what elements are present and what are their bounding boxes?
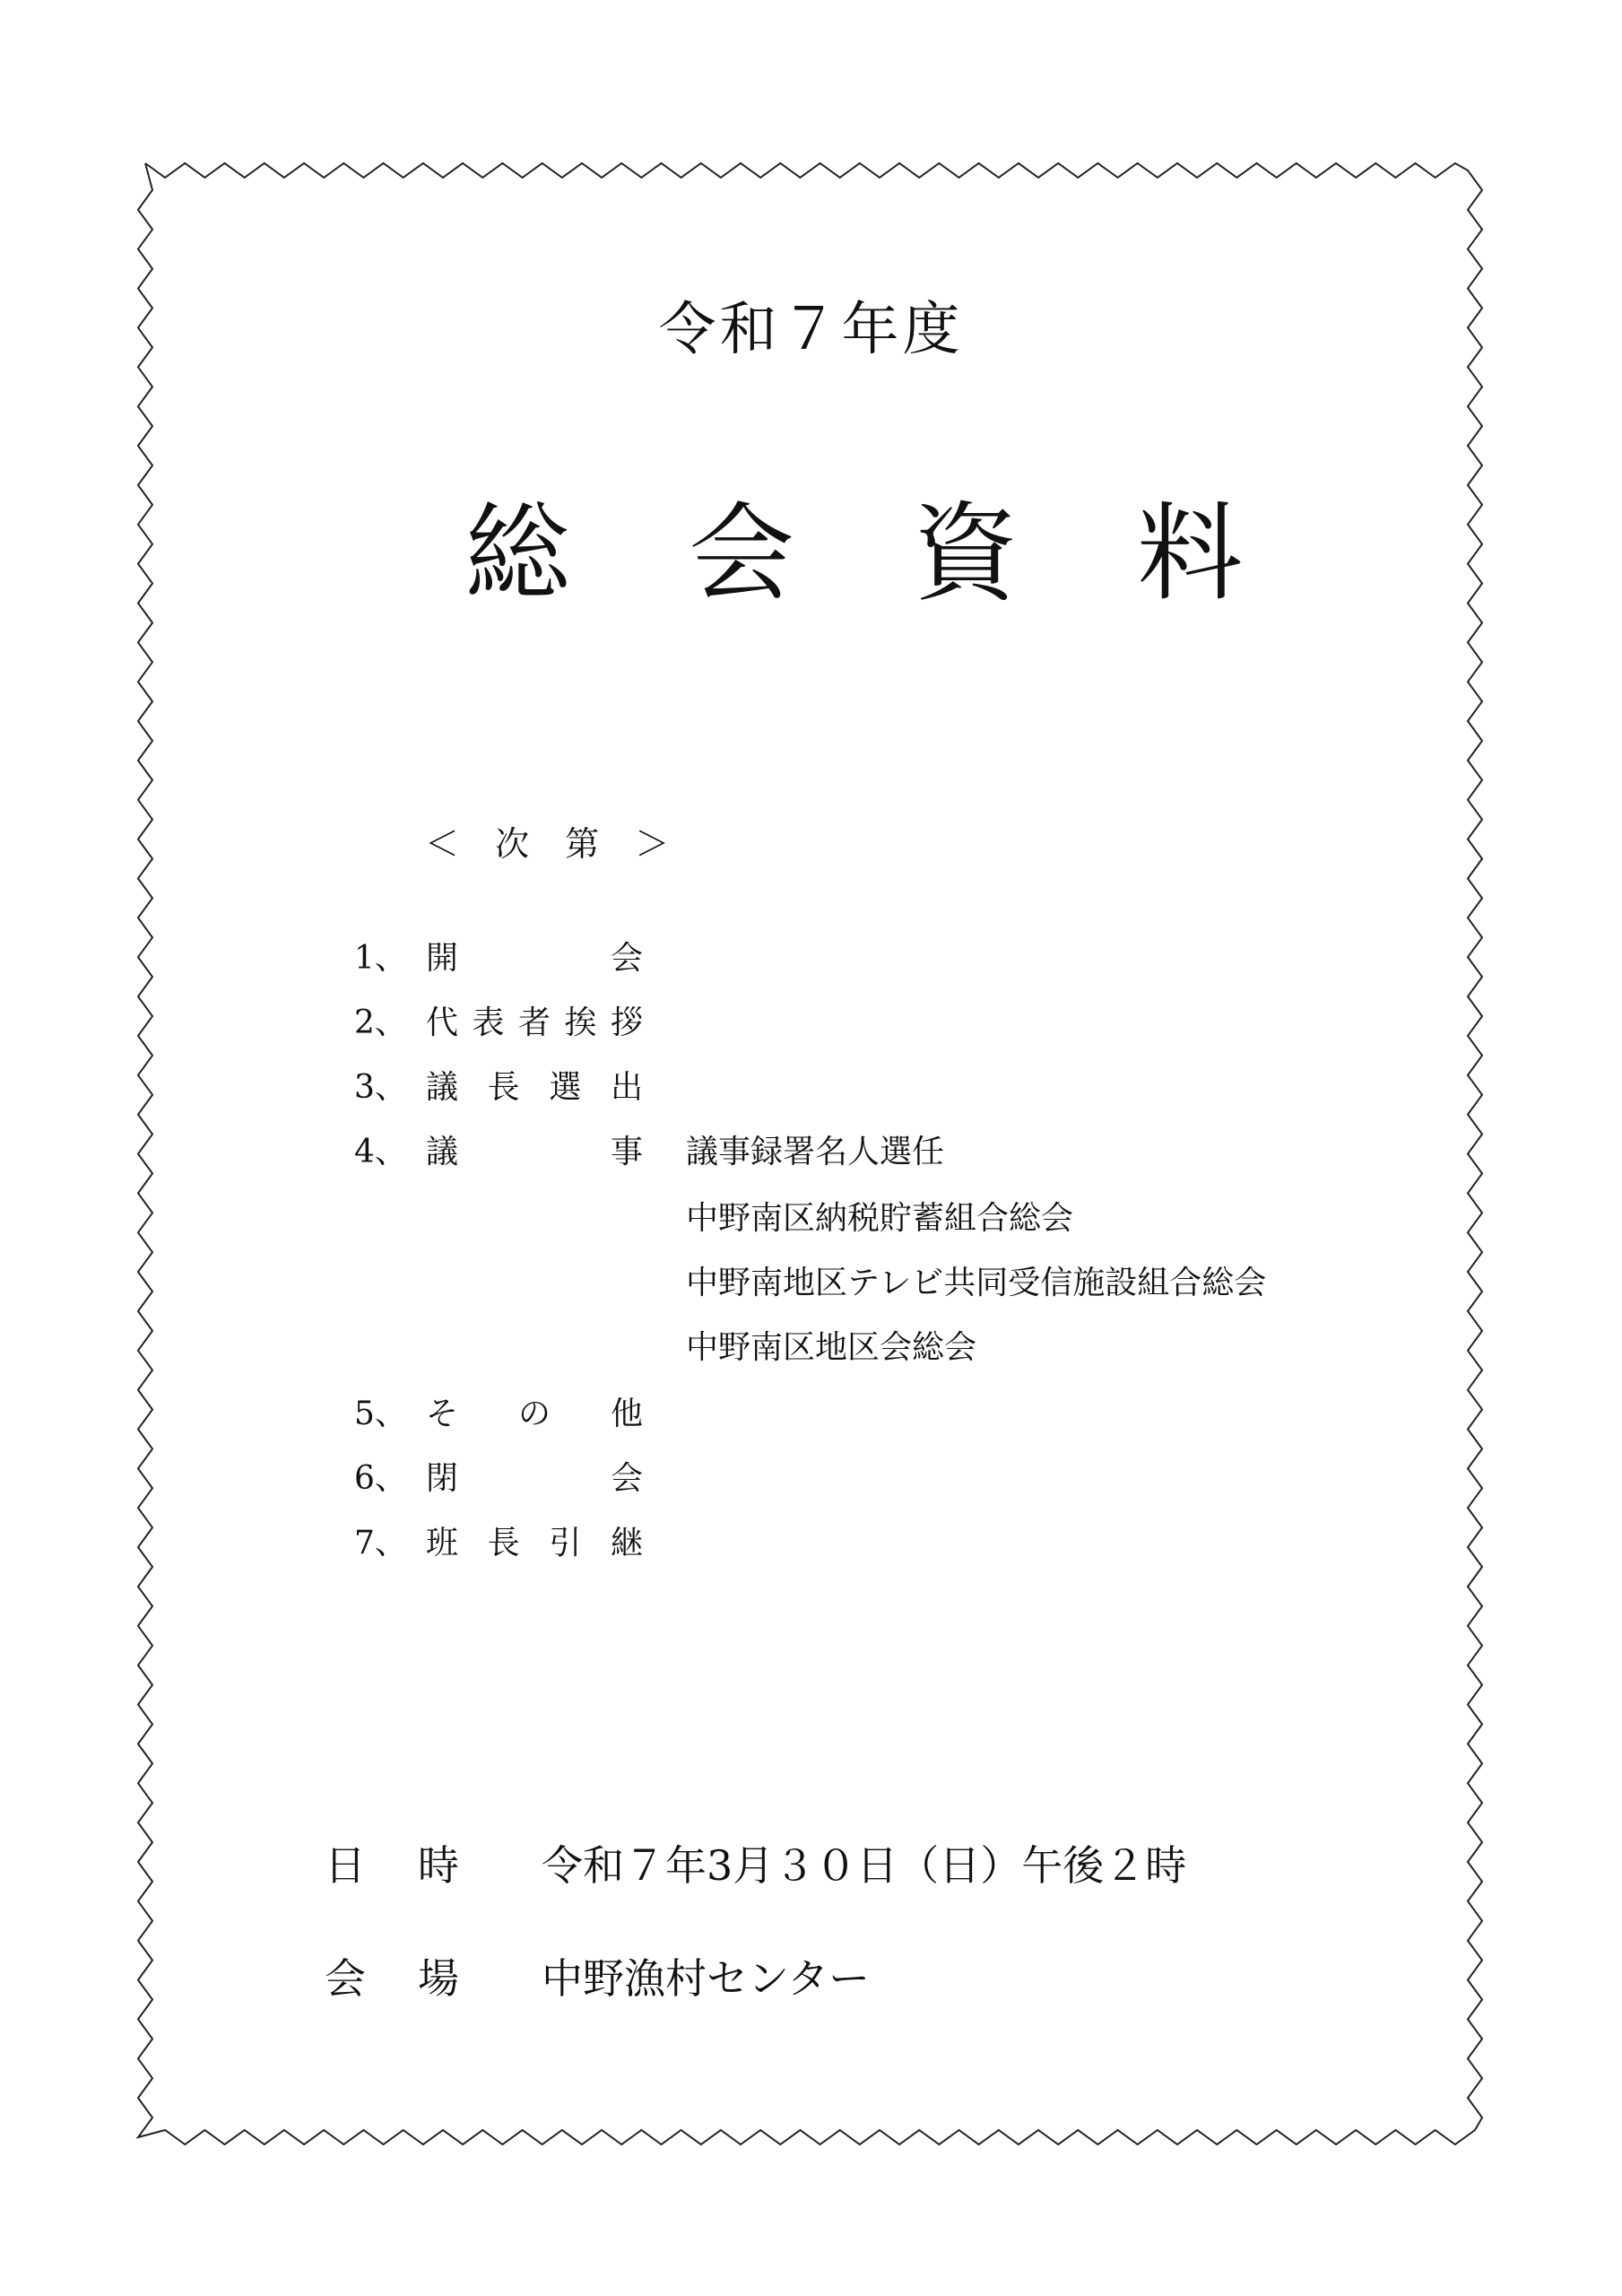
agenda-number: 7、 [354, 1525, 407, 1561]
venue-label: 会 場 [325, 1954, 459, 2003]
agenda-label: 閉 会 [426, 1460, 643, 1497]
agenda-label: 班長引継 [426, 1525, 643, 1561]
agenda-number: 5、 [354, 1396, 407, 1432]
agenda-label: 議長選出 [426, 1069, 643, 1106]
agenda-number: 3、 [354, 1069, 407, 1106]
title-char: 総 [464, 491, 571, 615]
agenda-label: そ の 他 [426, 1396, 643, 1432]
agenda-label: 議 事 [426, 1134, 643, 1170]
document-title [464, 491, 1361, 615]
agenda-number: 2、 [354, 1004, 407, 1041]
title-char: 資 [913, 491, 1019, 615]
agenda-sub-item: 中野南地区テレビ共同受信施設組合総会 [686, 1265, 1267, 1301]
document-subtitle: 令和７年度 [658, 297, 964, 363]
datetime-label: 日 時 [325, 1841, 459, 1890]
venue-value: 中野漁村センター [542, 1954, 871, 2003]
agenda-sub-item: 中野南区納税貯蓄組合総会 [686, 1200, 1074, 1237]
title-char: 料 [1137, 491, 1244, 615]
agenda-label: 開 会 [426, 940, 643, 977]
agenda-sub-item: 中野南区地区会総会 [686, 1329, 977, 1366]
datetime-value: 令和７年3月３０日（日）午後２時 [542, 1841, 1187, 1890]
agenda-number: 6、 [354, 1460, 407, 1497]
title-char: 会 [689, 491, 795, 615]
agenda-heading: ＜ 次 第 ＞ [425, 824, 682, 864]
agenda-label: 代表者挨拶 [426, 1004, 643, 1041]
agenda-detail: 議事録署名人選任 [686, 1134, 945, 1170]
agenda-number: 1、 [354, 940, 407, 977]
agenda-number: 4、 [354, 1134, 407, 1170]
